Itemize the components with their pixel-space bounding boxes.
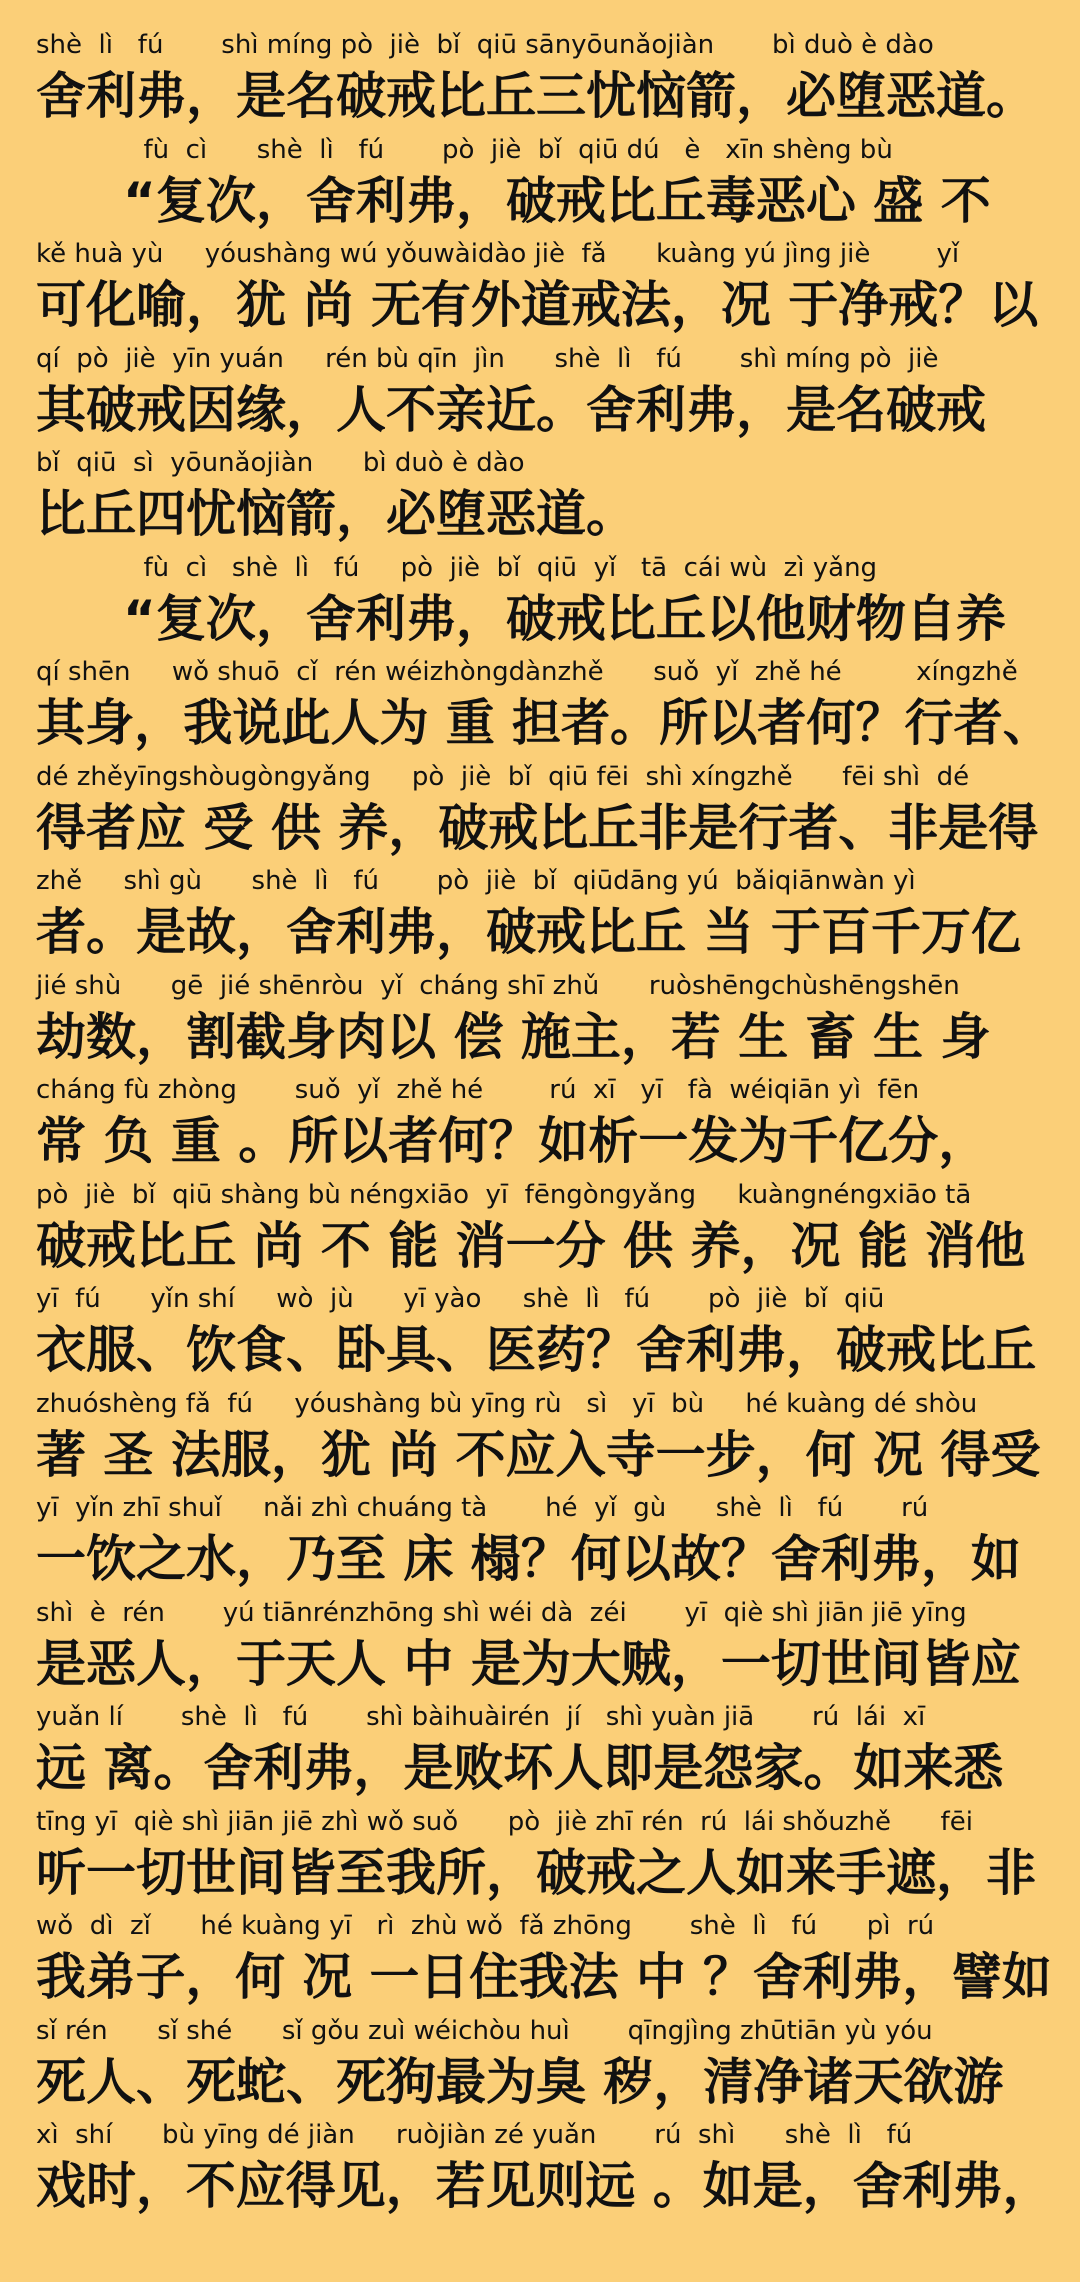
pinyin-row: kě huà yù yóushàng wú yǒuwàidào jiè fǎ kuàng yú jìng jiè yǐ: [36, 239, 960, 269]
pinyin-row: fù cì shè lì fú pò jiè bǐ qiū dú è xīn shèng bù: [36, 135, 893, 165]
hanzi-row: 死人、死蛇、死狗最为臭 秽，清净诸天欲游: [36, 2053, 1004, 2111]
scripture-line: [36, 549, 1056, 653]
scripture-line: [36, 340, 1056, 444]
scripture-line: [36, 235, 1056, 339]
pinyin-row: cháng fù zhòng suǒ yǐ zhě hé rú xī yī fà wéiqiān yì fēn: [36, 1075, 920, 1105]
pinyin-row: shì è rén yú tiānrénzhōng shì wéi dà zéi yī qiè shì jiān jiē yīng: [36, 1598, 967, 1628]
pinyin-row: yuǎn lí shè lì fú shì bàihuàirén jí shì yuàn jiā rú lái xī: [36, 1702, 926, 1732]
scripture-line: [36, 1280, 1056, 1384]
hanzi-row: 可化喻，犹 尚 无有外道戒法，况 于净戒？以: [36, 276, 1039, 334]
hanzi-row: 其破戒因缘，人不亲近。舍利弗，是名破戒: [36, 381, 986, 439]
hanzi-row: 我弟子，何 况 一日住我法 中 ？舍利弗，譬如: [36, 1948, 1052, 2006]
pinyin-row: dé zhěyīngshòugòngyǎng pò jiè bǐ qiū fēi shì xíngzhě fēi shì dé: [36, 762, 970, 792]
pinyin-row: jié shù gē jié shēnròu yǐ cháng shī zhǔ ruòshēngchùshēngshēn: [36, 971, 960, 1001]
hanzi-row: 常 负 重 。所以者何？如析一发为千亿分，: [36, 1112, 989, 1170]
scripture-line: [36, 1594, 1056, 1698]
scripture-line: [36, 1698, 1056, 1802]
hanzi-row: 是恶人，于天人 中 是为大贼，一切世间皆应: [36, 1635, 1021, 1693]
scripture-line: [36, 131, 1056, 235]
scripture-line: [36, 1803, 1056, 1907]
hanzi-row: 舍利弗，是名破戒比丘三忧恼箭，必堕恶道。: [36, 67, 1036, 125]
hanzi-row: 者。是故，舍利弗，破戒比丘 当 于百千万亿: [36, 903, 1021, 961]
pinyin-row: qí shēn wǒ shuō cǐ rén wéizhòngdànzhě suǒ yǐ zhě hé xíngzhě: [36, 657, 1018, 687]
pinyin-row: zhě shì gù shè lì fú pò jiè bǐ qiūdāng yú bǎiqiānwàn yì: [36, 866, 916, 896]
hanzi-row: 破戒比丘 尚 不 能 消一分 供 养，况 能 消他: [36, 1217, 1026, 1275]
pinyin-row: tīng yī qiè shì jiān jiē zhì wǒ suǒ pò jiè zhī rén rú lái shǒuzhě fēi: [36, 1807, 973, 1837]
pinyin-row: wǒ dì zǐ hé kuàng yī rì zhù wǒ fǎ zhōng shè lì fú pì rú: [36, 1911, 935, 1941]
scripture-line: [36, 1385, 1056, 1489]
scripture-line: [36, 1176, 1056, 1280]
pinyin-row: bǐ qiū sì yōunǎojiàn bì duò è dào: [36, 448, 525, 478]
scripture-line: [36, 2012, 1056, 2116]
pinyin-row: zhuóshèng fǎ fú yóushàng bù yīng rù sì yī bù hé kuàng dé shòu: [36, 1389, 978, 1419]
scripture-line: [36, 2116, 1056, 2220]
scripture-line: [36, 1071, 1056, 1175]
scripture-line: [36, 1489, 1056, 1593]
scripture-line: [36, 967, 1056, 1071]
hanzi-row: 听一切世间皆至我所，破戒之人如来手遮，非: [36, 1844, 1036, 1902]
pinyin-row: qí pò jiè yīn yuán rén bù qīn jìn shè lì fú shì míng pò jiè: [36, 344, 939, 374]
scripture-line: [36, 653, 1056, 757]
hanzi-row: 戏时，不应得见，若见则远 。如是，舍利弗，: [36, 2157, 1053, 2215]
pinyin-row: shè lì fú shì míng pò jiè bǐ qiū sānyōunǎojiàn bì duò è dào: [36, 30, 934, 60]
pinyin-row: sǐ rén sǐ shé sǐ gǒu zuì wéichòu huì qīngjìng zhūtiān yù yóu: [36, 2016, 933, 2046]
hanzi-row: 比丘四忧恼箭，必堕恶道。: [36, 485, 636, 543]
pinyin-row: yī fú yǐn shí wò jù yī yào shè lì fú pò jiè bǐ qiū: [36, 1284, 885, 1314]
hanzi-row: 得者应 受 供 养，破戒比丘非是行者、非是得: [36, 799, 1039, 857]
scripture-line: [36, 758, 1056, 862]
scripture-line: [36, 444, 1056, 548]
pinyin-row: fù cì shè lì fú pò jiè bǐ qiū yǐ tā cái wù zì yǎng: [36, 553, 878, 583]
hanzi-row: 衣服、饮食、卧具、医药？舍利弗，破戒比丘: [36, 1321, 1036, 1379]
hanzi-row: 劫数，割截身肉以 偿 施主，若 生 畜 生 身: [36, 1008, 991, 1066]
scripture-line: [36, 1907, 1056, 2011]
scripture-line: [36, 862, 1056, 966]
hanzi-row: 远 离。舍利弗，是败坏人即是怨家。如来悉: [36, 1739, 1004, 1797]
hanzi-row: 其身，我说此人为 重 担者。所以者何？行者、: [36, 694, 1052, 752]
pinyin-row: pò jiè bǐ qiū shàng bù néngxiāo yī fēngòngyǎng kuàngnéngxiāo tā: [36, 1180, 972, 1210]
hanzi-row: “复次，舍利弗，破戒比丘以他财物自养: [36, 590, 1006, 648]
hanzi-row: 一饮之水，乃至 床 榻？何以故？舍利弗，如: [36, 1530, 1021, 1588]
pinyin-row: yī yǐn zhī shuǐ nǎi zhì chuáng tà hé yǐ gù shè lì fú rú: [36, 1493, 929, 1523]
hanzi-row: “复次，舍利弗，破戒比丘毒恶心 盛 不: [36, 172, 991, 230]
hanzi-row: 著 圣 法服，犹 尚 不应入寺一步，何 况 得受: [36, 1426, 1041, 1484]
scripture-line: [36, 26, 1056, 130]
pinyin-row: xì shí bù yīng dé jiàn ruòjiàn zé yuǎn rú shì shè lì fú: [36, 2120, 913, 2150]
